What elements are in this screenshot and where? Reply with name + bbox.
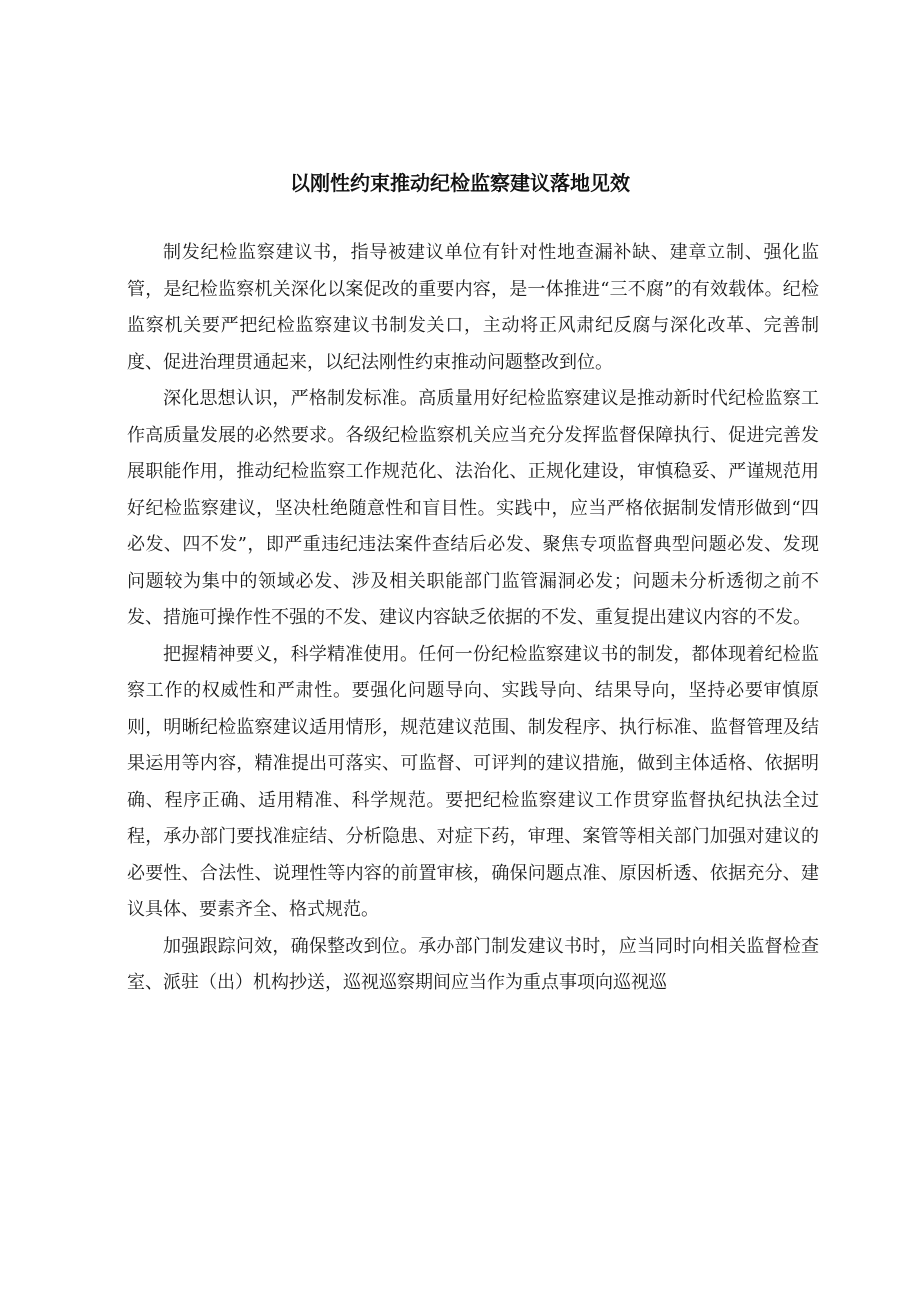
- paragraph-standards: 深化思想认识，严格制发标准。高质量用好纪检监察建议是推动新时代纪检监察工作高质量发展的必然要求。各级纪检监察机关应当充分发挥监督保障执行、促进完善发展职能作用，推动纪检监察工作规范化、法治化、正规化建设，审慎稳妥、严谨规范用好纪检监察建议，坚决杜绝随意性和盲目性。实践中，应当严格依据制发情形做到“四必发、四不发”，即严重违纪违法案件查结后必发、聚焦专项监督典型问题必发、发现问题较为集中的领域必发、涉及相关职能部门监管漏洞必发；问题未分析透彻之前不发、措施可操作性不强的不发、建议内容缺乏依据的不发、重复提出建议内容的不发。: [127, 388, 819, 628]
- document-title: 以刚性约束推动纪检监察建议落地见效: [290, 171, 630, 195]
- document-body: [127, 235, 819, 1002]
- paragraph-tracking: 加强跟踪问效，确保整改到位。承办部门制发建议书时，应当同时向相关监督检查室、派驻（出）机构抄送，巡视巡察期间应当作为重点事项向巡视巡: [127, 935, 819, 993]
- paragraph-intro: 制发纪检监察建议书，指导被建议单位有针对性地查漏补缺、建章立制、强化监管，是纪检监察机关深化以案促改的重要内容，是一体推进“三不腐”的有效载体。纪检监察机关要严把纪检监察建议书制发关口，主动将正风肃纪反腐与深化改革、完善制度、促进治理贯通起来，以纪法刚性约束推动问题整改到位。: [127, 242, 819, 373]
- paragraph-usage: 把握精神要义，科学精准使用。任何一份纪检监察建议书的制发，都体现着纪检监察工作的权威性和严肃性。要强化问题导向、实践导向、结果导向，坚持必要审慎原则，明晰纪检监察建议适用情形，规范建议范围、制发程序、执行标准、监督管理及结果运用等内容，精准提出可落实、可监督、可评判的建议措施，做到主体适格、依据明确、程序正确、适用精准、科学规范。要把纪检监察建议工作贯穿监督执纪执法全过程，承办部门要找准症结、分析隐患、对症下药，审理、案管等相关部门加强对建议的必要性、合法性、说理性等内容的前置审核，确保问题点准、原因析透、依据充分、建议具体、要素齐全、格式规范。: [127, 643, 819, 920]
